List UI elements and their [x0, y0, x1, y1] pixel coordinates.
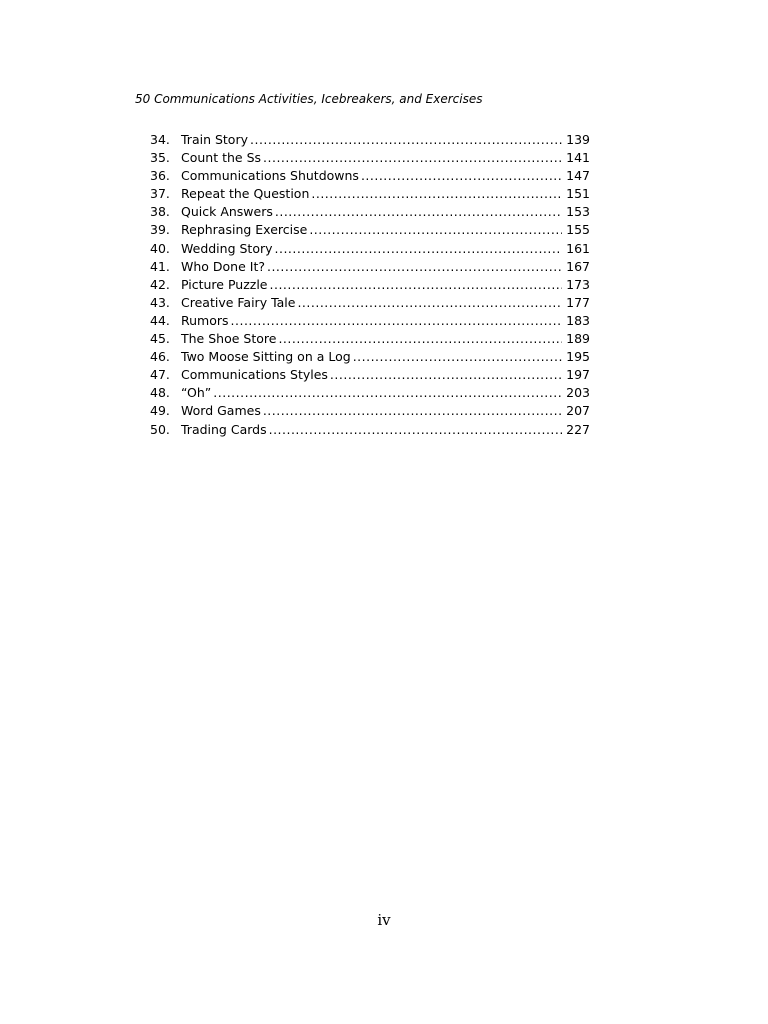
toc-dot-leader [250, 131, 562, 149]
toc-entry [150, 240, 590, 258]
toc-entry-title: Trading Cards [181, 421, 267, 437]
toc-entry-number: 39. [150, 222, 170, 238]
toc-dot-leader [269, 421, 563, 439]
toc-entry-number: 37. [150, 186, 170, 202]
toc-dot-leader [270, 276, 563, 294]
toc-entry [150, 258, 590, 276]
running-header-title: 50 Communications Activities, Icebreakers, and Exercises [135, 92, 483, 106]
toc-dot-leader [278, 330, 562, 348]
toc-dot-leader [330, 366, 562, 384]
toc-entry [150, 167, 590, 185]
toc-entry [150, 294, 590, 312]
toc-entry-title: Two Moose Sitting on a Log [181, 349, 351, 365]
toc-entry-number: 46. [150, 349, 170, 365]
toc-entry-title: Word Games [181, 403, 261, 419]
toc-entry-number: 34. [150, 132, 170, 147]
toc-entry-title: Creative Fairy Tale [181, 294, 296, 310]
toc-entry-page: 189 [566, 331, 590, 347]
toc-entry-title: Picture Puzzle [181, 276, 268, 292]
toc-entry-page: 167 [566, 258, 590, 274]
toc-entry-number: 36. [150, 168, 170, 184]
toc-entry-page: 195 [566, 349, 590, 365]
toc-entry [150, 276, 590, 294]
toc-dot-leader [231, 312, 563, 330]
toc-entry-number: 35. [150, 150, 170, 166]
toc-entry-title: “Oh” [181, 385, 212, 401]
toc-entry [150, 149, 590, 167]
toc-entry-page: 227 [566, 421, 590, 437]
toc-entry-number: 41. [150, 258, 170, 274]
toc-entry-title: Quick Answers [181, 204, 273, 220]
toc-entry-page: 161 [566, 240, 590, 256]
toc-entry [150, 348, 590, 366]
toc-entry-title: Communications Shutdowns [181, 168, 359, 184]
table-of-contents [150, 131, 590, 439]
toc-entry-number: 49. [150, 403, 170, 419]
toc-entry-title: Count the Ss [181, 150, 262, 166]
toc-entry-number: 44. [150, 312, 170, 328]
toc-dot-leader [275, 203, 562, 221]
toc-entry-page: 155 [566, 222, 590, 238]
toc-dot-leader [361, 167, 562, 185]
toc-dot-leader [309, 221, 562, 239]
toc-entry [150, 203, 590, 221]
toc-dot-leader [267, 258, 562, 276]
toc-entry [150, 185, 590, 203]
toc-entry [150, 312, 590, 330]
toc-entry [150, 421, 590, 439]
toc-entry-number: 48. [150, 385, 170, 401]
toc-dot-leader [311, 185, 562, 203]
toc-dot-leader [263, 149, 562, 167]
toc-entry-page: 139 [566, 132, 590, 147]
toc-dot-leader [275, 240, 563, 258]
toc-dot-leader [213, 384, 562, 402]
toc-entry [150, 131, 590, 149]
toc-entry-page: 151 [566, 186, 590, 202]
toc-entry-title: Repeat the Question [181, 186, 310, 202]
toc-entry-title: Who Done It? [181, 258, 265, 274]
page-number: iv [377, 911, 391, 929]
toc-entry-number: 43. [150, 294, 170, 310]
toc-entry-title: The Shoe Store [181, 331, 277, 347]
toc-entry [150, 221, 590, 239]
toc-entry-number: 42. [150, 276, 170, 292]
toc-dot-leader [353, 348, 562, 366]
toc-entry-page: 141 [566, 150, 590, 166]
toc-entry [150, 366, 590, 384]
toc-entry-number: 47. [150, 367, 170, 383]
toc-entry-page: 153 [566, 204, 590, 220]
toc-entry-number: 45. [150, 331, 170, 347]
toc-entry-title: Wedding Story [181, 240, 273, 256]
toc-dot-leader [263, 402, 562, 420]
toc-entry [150, 402, 590, 420]
toc-entry-number: 38. [150, 204, 170, 220]
toc-entry-page: 173 [566, 276, 590, 292]
toc-entry-title: Communications Styles [181, 367, 328, 383]
toc-entry-title: Rumors [181, 312, 229, 328]
toc-entry-page: 147 [566, 168, 590, 184]
toc-entry-number: 40. [150, 240, 170, 256]
toc-entry-title: Train Story [181, 132, 248, 147]
toc-entry-title: Rephrasing Exercise [181, 222, 308, 238]
toc-dot-leader [297, 294, 562, 312]
toc-entry-page: 207 [566, 403, 590, 419]
toc-entry-page: 183 [566, 312, 590, 328]
toc-entry-number: 50. [150, 421, 170, 437]
toc-entry-page: 197 [566, 367, 590, 383]
toc-entry [150, 330, 590, 348]
toc-entry-page: 177 [566, 294, 590, 310]
toc-entry-page: 203 [566, 385, 590, 401]
toc-entry [150, 384, 590, 402]
